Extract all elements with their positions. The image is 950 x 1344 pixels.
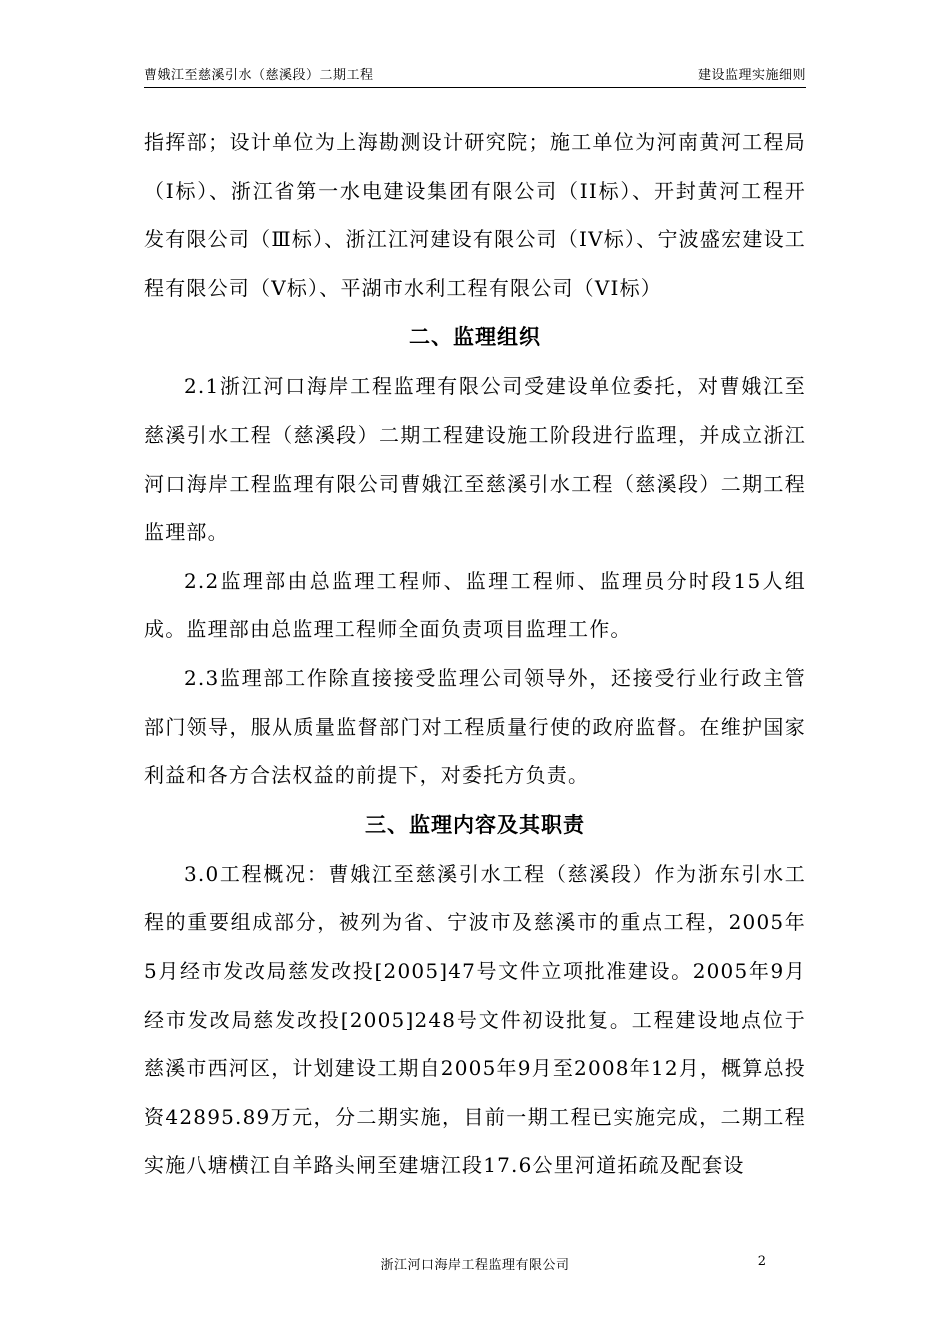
paragraph-2-3: 2.3监理部工作除直接接受监理公司领导外，还接受行业行政主管部门领导，服从质量监督部门对工程质量行使的政府监督。在维护国家利益和各方合法权益的前提下，对委托方负责。	[144, 665, 806, 788]
paragraph-2-1: 2.1浙江河口海岸工程监理有限公司受建设单位委托，对曹娥江至慈溪引水工程（慈溪段）二期工程建设施工阶段进行监理，并成立浙江河口海岸工程监理有限公司曹娥江至慈溪引水工程（慈溪段）二期工程监理部。	[144, 374, 806, 545]
document-body	[144, 118, 806, 1190]
paragraph-2-2: 2.2监理部由总监理工程师、监理工程师、监理员分时段15人组成。监理部由总监理工程师全面负责项目监理工作。	[144, 568, 806, 642]
section-heading-2: 二、监理组织	[409, 325, 541, 350]
paragraph-continued: 指挥部；设计单位为上海勘测设计研究院；施工单位为河南黄河工程局（I标）、浙江省第一水电建设集团有限公司（II标）、开封黄河工程开发有限公司（Ⅲ标）、浙江江河建设有限公司（IV标）、宁波盛宏建设工程有限公司（V标）、平湖市水利工程有限公司（VI标）	[144, 130, 806, 300]
header-document-title: 建设监理实施细则	[697, 68, 806, 83]
paragraph-3-0: 3.0工程概况：曹娥江至慈溪引水工程（慈溪段）作为浙东引水工程的重要组成部分，被列为省、宁波市及慈溪市的重点工程，2005年5月经市发改局慈发改投[2005]47号文件立项批准建设。2005年9月经市发改局慈发改投[2005]248号文件初设批复。工程建设地点位于慈溪市西河区，计划建设工期自2005年9月至2008年12月，概算总投资42895.89万元，分二期实施，目前一期工程已实施完成，二期工程实施八塘横江自羊路头闸至建塘江段17.6公里河道拓疏及配套设	[144, 861, 806, 1178]
page-header	[144, 58, 806, 88]
page-number: 2	[757, 1254, 766, 1269]
footer-company: 浙江河口海岸工程监理有限公司	[380, 1258, 570, 1273]
header-project-title: 曹娥江至慈溪引水（慈溪段）二期工程	[144, 68, 374, 83]
section-heading-3: 三、监理内容及其职责	[365, 812, 585, 837]
page-footer	[144, 1254, 806, 1278]
